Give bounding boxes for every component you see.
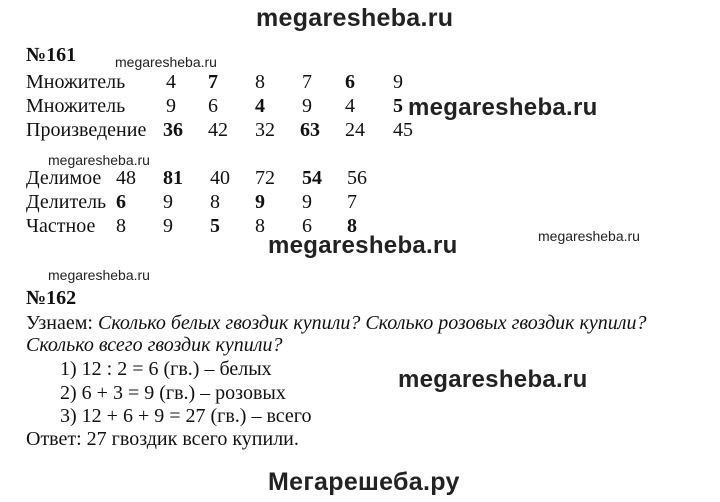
watermark-small-2: megaresheba.ru [48,152,150,168]
mult-row-label: Множитель [26,95,126,117]
mult-cell: 36 [163,119,183,141]
div-row-label: Делитель [26,191,107,213]
mult-cell: 9 [393,71,403,93]
solution-step-3: 3) 12 + 6 + 9 = 27 (гв.) – всего [60,405,312,427]
watermark-mid-2: megaresheba.ru [268,232,458,259]
mult-cell: 8 [255,71,265,93]
mult-cell: 5 [393,95,403,117]
mult-cell: 4 [345,95,355,117]
div-cell: 48 [116,167,136,189]
div-cell: 9 [255,191,265,213]
div-cell: 8 [347,215,357,237]
div-cell: 8 [210,191,220,213]
mult-cell: 4 [166,71,176,93]
div-row-label: Частное [26,215,96,237]
watermark-small-4: megaresheba.ru [48,267,150,283]
solution-step-1: 1) 12 : 2 = 6 (гв.) – белых [60,358,272,380]
mult-cell: 45 [393,119,413,141]
watermark-bottom: Мегарешеба.ру [268,468,460,496]
watermark-top: megaresheba.ru [256,4,454,32]
mult-cell: 9 [166,95,176,117]
mult-cell: 7 [302,71,312,93]
mult-cell: 9 [302,95,312,117]
question-line-2: Сколько всего гвоздик купили? [26,334,283,356]
mult-cell: 63 [300,119,320,141]
div-cell: 81 [163,167,183,189]
div-cell: 9 [163,191,173,213]
mult-cell: 32 [255,119,275,141]
task-162-number: №162 [26,287,77,309]
mult-row-label: Произведение [26,119,147,141]
div-cell: 6 [116,191,126,213]
question-text-1: Сколько белых гвоздик купили? Сколько розовых гвоздик купили? [97,312,647,334]
mult-cell: 7 [208,71,218,93]
question-line-1 [26,312,647,334]
mult-cell: 24 [345,119,365,141]
watermark-small-1: megaresheba.ru [115,54,217,70]
div-cell: 72 [255,167,275,189]
mult-cell: 6 [208,95,218,117]
div-cell: 6 [302,215,312,237]
mult-cell: 6 [345,71,355,93]
div-cell: 56 [347,167,367,189]
mult-cell: 4 [255,95,265,117]
div-cell: 8 [116,215,126,237]
div-cell: 8 [255,215,265,237]
solution-step-2: 2) 6 + 3 = 9 (гв.) – розовых [60,382,286,404]
div-cell: 9 [163,215,173,237]
div-cell: 40 [210,167,230,189]
watermark-small-3: megaresheba.ru [538,228,640,244]
div-cell: 7 [347,191,357,213]
div-cell: 9 [302,191,312,213]
mult-row-label: Множитель [26,71,126,93]
learn-label: Узнаем: [26,312,93,334]
div-cell: 54 [302,167,322,189]
task-161-number: №161 [26,44,77,66]
watermark-mid-3: megaresheba.ru [398,366,588,393]
div-cell: 5 [210,215,220,237]
div-row-label: Делимое [26,167,102,189]
watermark-mid-1: megaresheba.ru [408,94,598,121]
mult-cell: 42 [208,119,228,141]
answer-line: Ответ: 27 гвоздик всего купили. [26,428,299,450]
